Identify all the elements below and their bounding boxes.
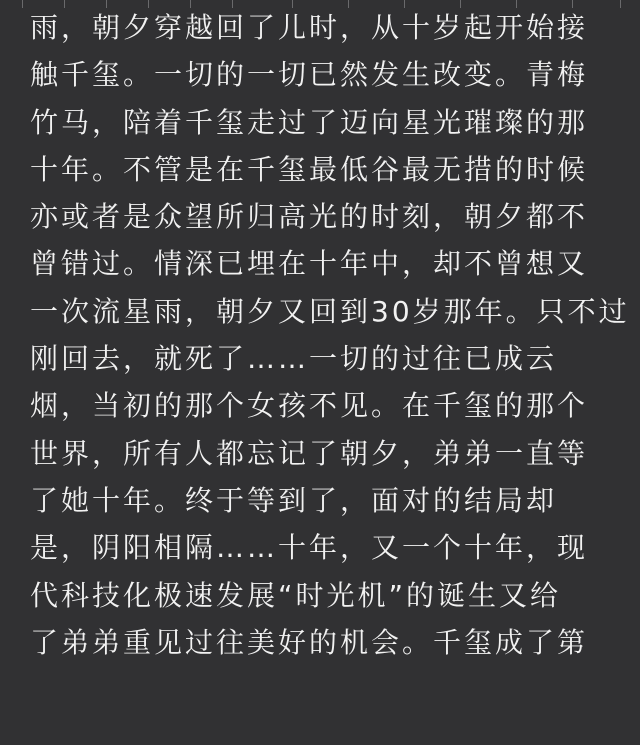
- text-line: 世界，所有人都忘记了朝夕，弟弟一直等: [30, 436, 589, 470]
- text-line: 竹马，陪着千玺走过了迈向星光璀璨的那: [30, 105, 589, 139]
- article-text: [30, 0, 630, 666]
- text-line: 一次流星雨，朝夕又回到30岁那年。只不过: [30, 294, 630, 328]
- text-line: 了她十年。终于等到了，面对的结局却: [30, 483, 558, 517]
- text-line: 是，阴阳相隔……十年，又一个十年，现: [30, 531, 589, 565]
- text-line: 了弟弟重见过往美好的机会。千玺成了第: [30, 625, 589, 659]
- text-line: 代科技化极速发展“时光机”的诞生又给: [30, 578, 562, 612]
- text-line: 触千玺。一切的一切已然发生改变。青梅: [30, 58, 589, 92]
- text-line: 曾错过。情深已埋在十年中，却不曾想又: [30, 247, 589, 281]
- text-line: 刚回去，就死了……一切的过往已成云: [30, 342, 558, 376]
- text-line: 雨，朝夕穿越回了儿时，从十岁起开始接: [30, 11, 589, 44]
- text-line: 十年。不管是在千玺最低谷最无措的时候: [30, 152, 589, 186]
- text-line: 烟，当初的那个女孩不见。在千玺的那个: [30, 389, 589, 423]
- ruler-tick: [22, 0, 23, 8]
- text-line: 亦或者是众望所归高光的时刻，朝夕都不: [30, 200, 589, 234]
